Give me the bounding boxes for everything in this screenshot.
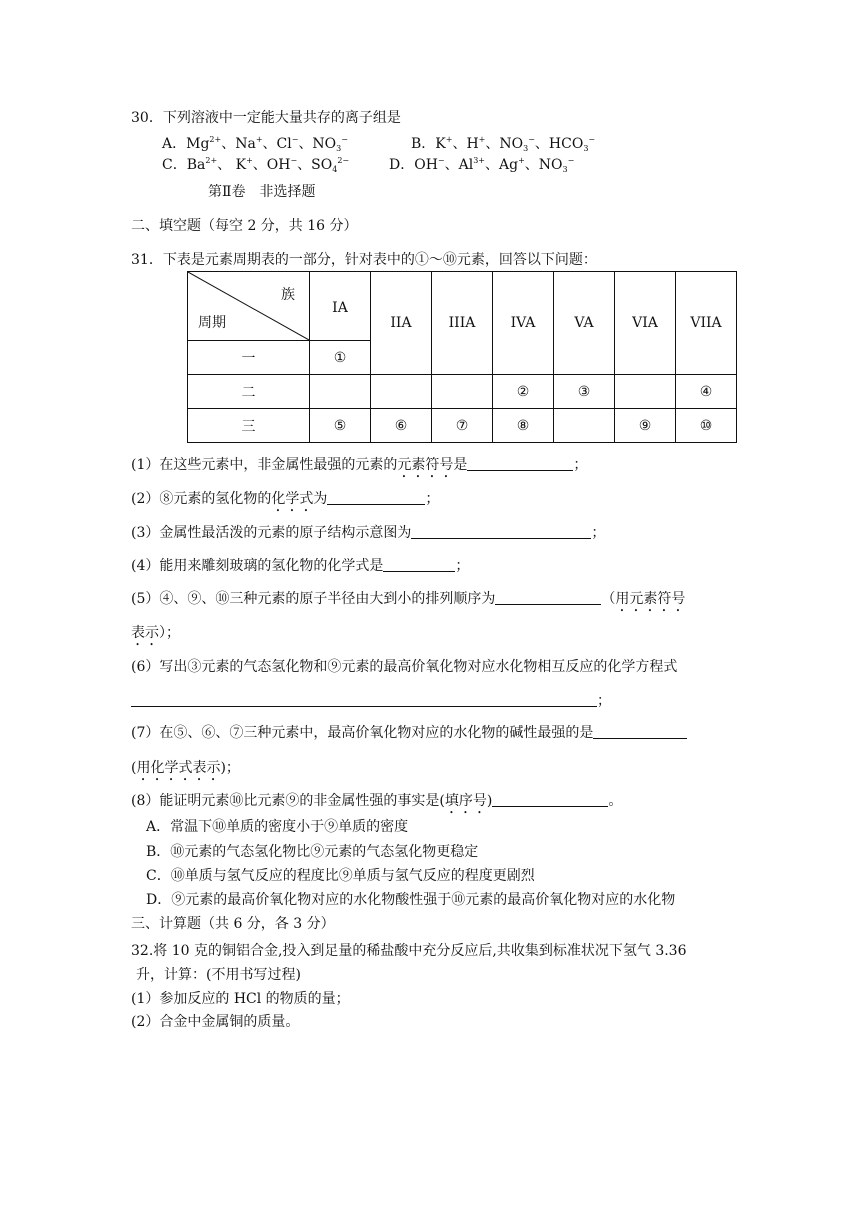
answer-blank-8[interactable] [492,792,608,807]
table-corner [188,272,310,341]
table-cell [371,375,432,409]
part3-heading: 三、计算题（共 6 分，各 3 分） [131,916,335,932]
q31-sub-4: (4）能用来雕刻玻璃的氢化物的化学式是 ； [131,558,470,574]
q32-stem-1: 32.将 10 克的铜铝合金,投入到足量的稀盐酸中充分反应后,共收集到标准状况下氢气 3.36 [131,943,687,959]
q31-sub-7-cont: (用化学式表示)； [131,760,240,776]
q31-sub-5-cont: 表示）； [131,625,180,641]
periodic-table [187,271,737,443]
group-header-VA: VA [554,272,615,375]
answer-blank-2[interactable] [327,490,425,505]
q30-stem: 30．下列溶液中一定能大量共存的离子组是 [131,110,401,126]
table-cell: ⑥ [371,409,432,443]
q31-sub-3: (3）金属性最活泼的元素的原子结构示意图为 ； [131,525,606,541]
period-label-1: 一 [188,341,310,375]
table-cell: ⑩ [676,409,737,443]
q30-option-b: B．K+、H+、$NO_3^-$、$HCO_3^-$ [411,135,596,153]
table-cell: ⑤ [310,409,371,443]
period-label-2: 二 [188,375,310,409]
q31-option-b: B．⑩元素的气态氢化物比⑨元素的气态氢化物更稳定 [146,844,479,860]
table-cell: ② [493,375,554,409]
q31-sub-2: (2）⑧元素的氢化物的化学式为 ； [131,491,440,507]
corner-group-label: 族 [281,287,295,303]
table-cell: ③ [554,375,615,409]
period-label-3: 三 [188,409,310,443]
answer-blank-7[interactable] [593,724,687,739]
group-header-IVA: IVA [493,272,554,375]
group-header-IIA: IIA [371,272,432,375]
answer-blank-1[interactable] [467,456,573,471]
q30-option-a: A．$Mg^{2+}$、Na+、Cl−、$NO_3^-$ [162,135,348,153]
table-cell: ① [310,341,371,375]
q31-sub-8: (8）能证明元素⑩比元素⑨的非金属性强的事实是(填序号) 。 [131,793,623,809]
group-header-IIIA: IIIA [432,272,493,375]
q31-sub-6-answer: ； [131,692,611,710]
q32-stem-2: 升，计算：(不用书写过程) [136,967,301,983]
section2-title: 第Ⅱ卷 非选择题 [208,184,316,200]
group-header-VIIA: VIIA [676,272,737,375]
table-cell [432,375,493,409]
q31-option-d: D．⑨元素的最高价氧化物对应的水化物酸性强于⑩元素的最高价氧化物对应的水化物 [146,892,676,908]
q31-option-a: A．常温下⑩单质的密度小于⑨单质的密度 [146,819,409,835]
answer-blank-4[interactable] [383,557,455,572]
q31-stem: 31．下表是元素周期表的一部分，针对表中的①～⑩元素，回答以下问题： [131,252,597,268]
answer-blank-5[interactable] [495,590,601,605]
q31-option-c: C．⑩单质与氢气反应的程度比⑨单质与氢气反应的程度更剧烈 [146,868,535,884]
q30-option-d: D．OH−、$Al^{3+}$、Ag+、$NO_3^-$ [389,156,575,174]
table-cell [554,409,615,443]
group-header-IA: IA [310,272,371,341]
q32-sub-2: (2）合金中金属铜的质量。 [131,1014,300,1030]
table-cell: ⑧ [493,409,554,443]
table-cell: ⑨ [615,409,676,443]
q30-option-c: C．$Ba^{2+}$、 K+、OH−、$SO_4^{2-}$ [162,156,350,174]
q31-sub-1: (1）在这些元素中，非金属性最强的元素的元素符号是 ； [131,457,588,473]
q31-sub-6: (6）写出③元素的气态氢化物和⑨元素的最高价氧化物对应水化物相互反应的化学方程式 [131,659,678,675]
table-cell: ⑦ [432,409,493,443]
q31-sub-5: (5）④、⑨、⑩三种元素的原子半径由大到小的排列顺序为 （用元素符号 [131,591,686,607]
q32-sub-1: (1）参加反应的 HCl 的物质的量； [131,991,350,1007]
table-cell [615,375,676,409]
table-cell: ④ [676,375,737,409]
group-header-VIA: VIA [615,272,676,375]
answer-blank-3[interactable] [411,524,591,539]
q31-sub-7: (7）在⑤、⑥、⑦三种元素中，最高价氧化物对应的水化物的碱性最强的是 [131,724,687,742]
table-cell [310,375,371,409]
part2-heading: 二、填空题（每空 2 分，共 16 分） [131,218,358,234]
answer-blank-6[interactable] [131,692,597,707]
corner-period-label: 周期 [198,315,226,331]
